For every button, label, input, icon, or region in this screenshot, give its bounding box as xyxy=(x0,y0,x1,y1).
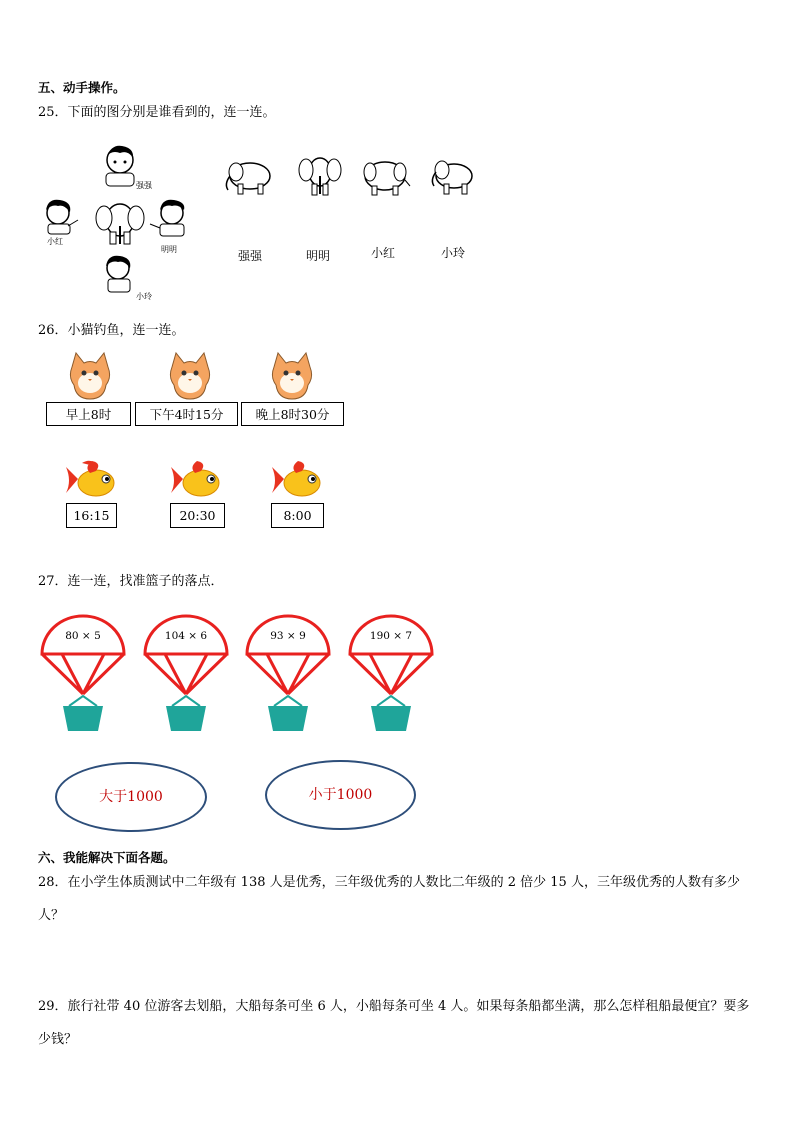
child-mingming-icon xyxy=(150,200,184,236)
elephant-back-icon xyxy=(364,162,410,195)
name-qiangqiang: 强强 xyxy=(136,181,152,190)
cat-3-icon xyxy=(266,349,318,401)
q27-parachutes xyxy=(36,608,446,734)
section-6-title: 六、我能解决下面各题。 xyxy=(38,850,176,865)
cat-2-icon xyxy=(164,349,216,401)
fish-time-3: 8:00 xyxy=(271,503,324,528)
fish-time-2: 20:30 xyxy=(170,503,225,528)
expr-1: 80 × 5 xyxy=(65,630,101,642)
target-greater-1000: 大于1000 xyxy=(55,762,207,832)
child-xiaohong-icon xyxy=(46,200,78,234)
cat-time-2: 下午4时15分 xyxy=(135,402,238,426)
expr-2: 104 × 6 xyxy=(164,630,208,642)
name-mingming: 明明 xyxy=(161,245,177,254)
fish-3-icon xyxy=(268,457,326,503)
child-xiaoling-icon xyxy=(106,256,130,292)
q25-label-3: 小红 xyxy=(371,246,396,260)
fish-2-icon xyxy=(167,457,225,503)
expr-4: 190 × 7 xyxy=(369,630,413,642)
cat-time-1: 早上8时 xyxy=(46,402,131,426)
name-xiaohong: 小红 xyxy=(47,237,63,246)
q27-text: 27．连一连，找准篮子的落点． xyxy=(38,574,224,589)
q25-elephant-views xyxy=(220,150,480,202)
fish-time-1: 16:15 xyxy=(66,503,117,528)
center-elephant-icon xyxy=(96,204,144,244)
name-xiaoling: 小玲 xyxy=(136,292,152,301)
q25-text: 25．下面的图分别是谁看到的，连一连。 xyxy=(38,105,276,120)
q28-text: 28．在小学生体质测试中二年级有 138 人是优秀，三年级优秀的人数比二年级的 2 倍少 15 人，三年级优秀的人数有多少人？ xyxy=(38,875,740,923)
child-qiangqiang-icon xyxy=(106,146,134,186)
q29-text: 29．旅行社带 40 位游客去划船，大船每条可坐 6 人，小船每条可坐 4 人。如果每条船都坐满，那么怎样租船最便宜？要多少钱？ xyxy=(38,999,750,1047)
q25-label-4: 小玲 xyxy=(441,246,466,260)
q26-text: 26．小猫钓鱼，连一连。 xyxy=(38,323,185,338)
q25-label-1: 强强 xyxy=(238,249,263,263)
elephant-front-icon xyxy=(299,158,341,195)
fish-1-icon xyxy=(62,457,120,503)
q25-children-figure xyxy=(40,140,200,310)
cat-1-icon xyxy=(64,349,116,401)
target-less-1000: 小于1000 xyxy=(265,760,416,830)
section-5-title: 五、动手操作。 xyxy=(38,80,126,95)
expr-3: 93 × 9 xyxy=(270,630,306,642)
elephant-side-right-icon xyxy=(432,161,472,194)
elephant-side-left-icon xyxy=(226,163,270,194)
cat-time-3: 晚上8时30分 xyxy=(241,402,344,426)
q25-label-2: 明明 xyxy=(306,249,331,263)
